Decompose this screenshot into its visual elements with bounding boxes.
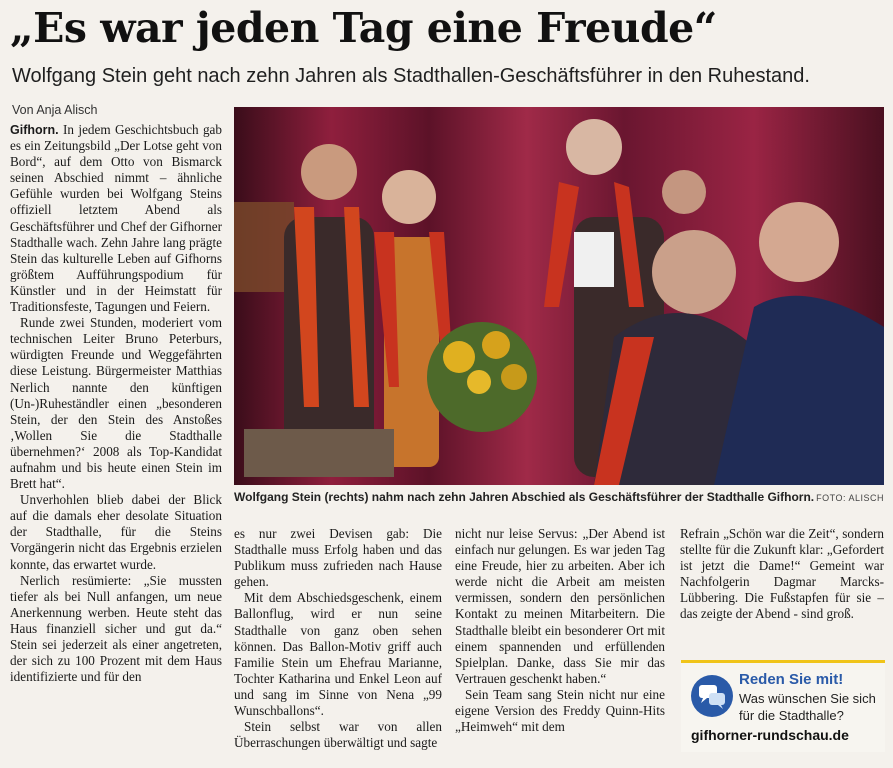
photo-credit: FOTO: ALISCH [816,493,884,503]
paragraph-text: In jedem Geschichtsbuch gab es ein Zeitungsbild „Der Lotse geht von Bord“, auf dem Otto von Bismarck seinen Abschied nimmt – ähnliche Gefühle wurden bei Wolfgang Steins offiziell letztem Abend als Geschäftsführer und Chef der Gifhorner Stadthalle wach. Zehn Jahre lang prägte Stein das kulturelle Leben auf Gifhorns größtem Aufführungspodium für Künstler und in der Heimstatt für Traditionsfeste, Tagungen und Feiern. [10,122,222,315]
article-headline: „Es war jeden Tag eine Freude“ [10,4,717,52]
paragraph: Stein selbst war von allen Überraschungen überwältigt und sagte [234,719,442,751]
promo-question-line2: für die Stadthalle? [739,708,844,723]
promo-website-link[interactable]: gifhorner-rundschau.de [691,727,849,743]
paragraph: Mit dem Abschiedsgeschenk, einem Ballonflug, wird er nun seine Stadthalle von ganz oben sehen können. Das Ballon-Motiv griff auch Familie Stein um Ehefrau Marianne, Tochter Katharina und Enkel Leon auf und sang im Sinne von Nena „99 Wunschballons“. [234,590,442,719]
paragraph: es nur zwei Devisen gab: Die Stadthalle muss Erfolg haben und das Publikum muss zufrieden nach Hause gehen. [234,526,442,590]
text-column-3 [455,526,665,762]
speech-bubbles-icon [691,675,733,717]
paragraph: nicht nur leise Servus: „Der Abend ist einfach nur gelungen. Es war jeden Tag eine Freude, hier zu arbeiten. Aber ich werde nicht die Arbeit am meisten vermissen, sondern den persönlichen Kontakt zu meinen Mitarbeitern. Die Stadthalle bleibt ein besonderer Ort mit einem spannenden und erfüllenden Spielplan. Danke, dass Sie mir das Vertrauen geschenkt haben.“ [455,526,665,686]
article-photo [234,107,884,485]
dateline: Gifhorn. [10,123,59,137]
paragraph [10,122,222,315]
promo-question-line1: Was wünschen Sie sich [739,691,876,706]
paragraph: Refrain „Schön war die Zeit“, sondern stellte für die Zukunft klar: „Gefordert ist jetzt die Dame!“ Gemeint war Nachfolgerin Dagmar Marcks-Lübbering. Die Fußstapfen für sie – das zeigte der Abend - sind groß. [680,526,884,622]
text-column-4 [680,526,884,646]
photo-caption [234,490,884,504]
promo-title: Reden Sie mit! [739,671,844,688]
text-column-2 [234,526,442,762]
paragraph: Runde zwei Stunden, moderiert vom technischen Leiter Bruno Peterburs, würdigten Freunde und Weggefährten diese Leistung. Bürgermeister Matthias Nerlich nannte den künftigen (Un-)Ruheständler einen „besonderen Stein, der den Stein des Anstoßes ‚Wollen Sie die Stadthalle übernehmen?‘ 2008 als Top-Kandidat aufnahm und bis heute einen Stein im Brett hat“. [10,315,222,492]
article-subheadline: Wolfgang Stein geht nach zehn Jahren als Stadthallen-Geschäftsführer in den Ruhestand. [12,65,810,87]
text-column-1 [10,122,222,762]
article-byline: Von Anja Alisch [12,103,98,117]
paragraph: Unverhohlen blieb dabei der Blick auf die damals eher desolate Situation der Stadthalle, für die Steins Vorgängerin nicht das Ergebnis erzielen konnte, das erwartet wurde. [10,492,222,572]
paragraph: Sein Team sang Stein nicht nur eine eigene Version des Freddy Quinn-Hits „Heimweh“ mit dem [455,686,665,735]
paragraph: Nerlich resümierte: „Sie mussten tiefer als bei Null anfangen, um neue Anerkennung werben. Heute steht das Haus finanziell sicher und gut da.“ Stein sei jederzeit als einer angetreten, der sich zu 100 Prozent mit dem Haus identifizierte und für den [10,572,222,685]
caption-text: Wolfgang Stein (rechts) nahm nach zehn Jahren Abschied als Geschäftsführer der Stadthalle Gifhorn. [234,490,815,504]
reader-promo-box [681,660,885,752]
